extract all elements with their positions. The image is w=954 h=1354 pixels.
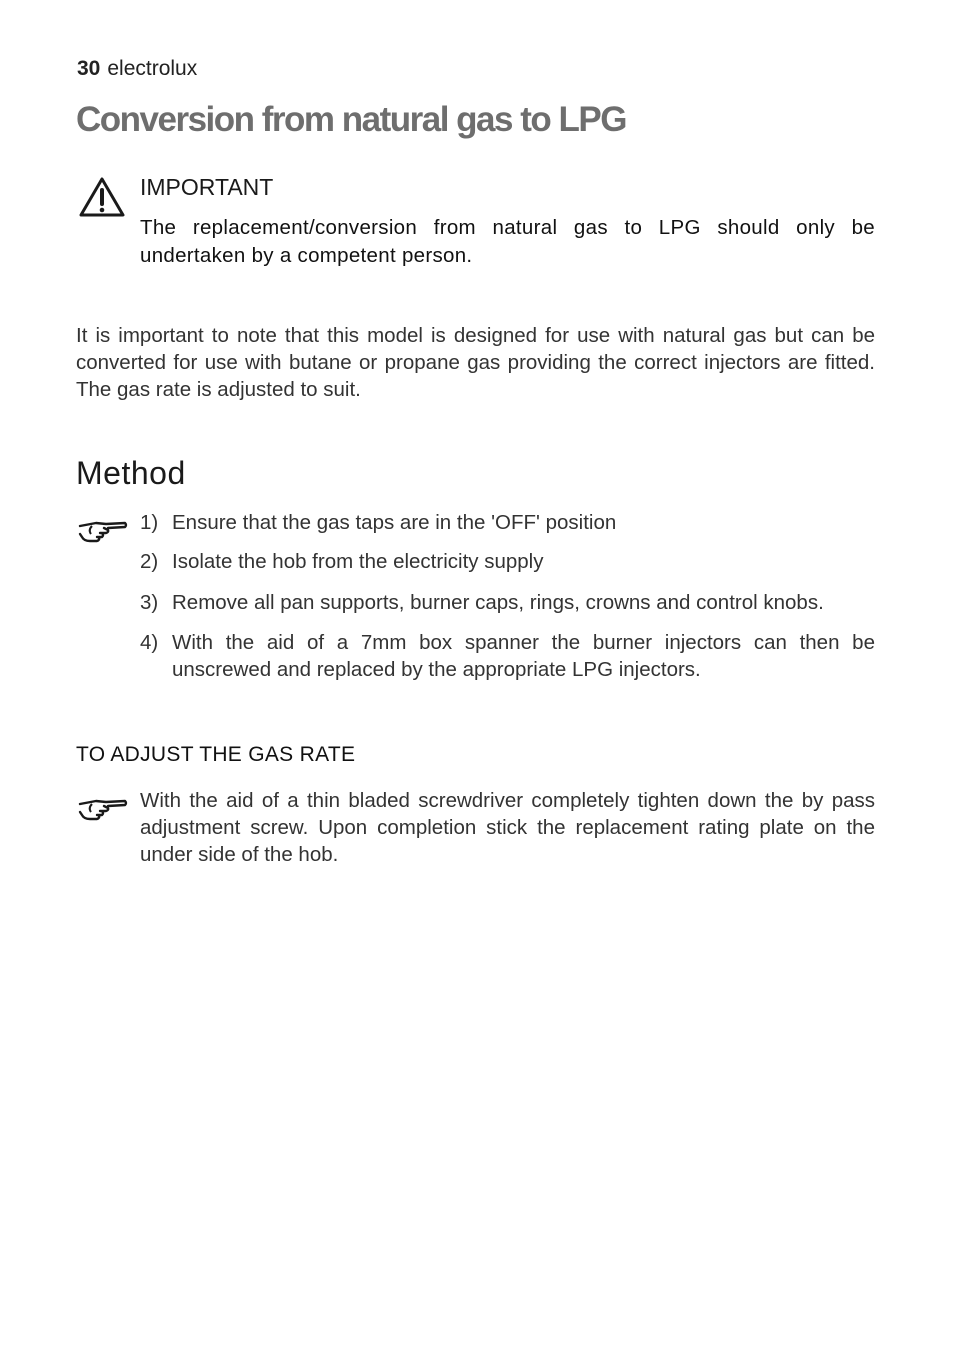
method-step [140, 629, 875, 683]
important-text: The replacement/conversion from natural gas to LPG should only be undertaken by a competent person. [140, 216, 875, 267]
warning-triangle-icon [78, 176, 126, 218]
method-steps [140, 509, 875, 683]
step-number: 3) [140, 591, 159, 614]
step-text: With the aid of a 7mm box spanner the burner injectors can then be unscrewed and replaced by the appropriate LPG injectors. [172, 631, 875, 681]
step-number: 4) [140, 631, 159, 654]
step-text: Isolate the hob from the electricity supply [172, 550, 544, 573]
adjust-gas-rate-heading: TO ADJUST THE GAS RATE [76, 743, 356, 766]
adjust-gas-rate-text: With the aid of a thin bladed screwdriver completely tighten down the by pass adjustment screw. Upon completion stick the replacement rating plate on the under side of the hob. [140, 789, 875, 866]
method-step [140, 509, 875, 536]
page-title: Conversion from natural gas to LPG [76, 100, 626, 139]
intro-paragraph: It is important to note that this model is designed for use with natural gas but can be converted for use with butane or propane gas providing the correct injectors are fitted. The gas rate is adjusted to suit. [76, 324, 875, 401]
pointing-hand-icon [78, 794, 128, 824]
method-step [140, 548, 875, 575]
method-step [140, 589, 875, 616]
brand-name: electrolux [107, 57, 198, 80]
page-number: 30 [77, 57, 101, 80]
step-text: Ensure that the gas taps are in the 'OFF' position [172, 511, 617, 534]
step-number: 1) [140, 511, 159, 534]
important-label: IMPORTANT [140, 174, 274, 200]
step-text: Remove all pan supports, burner caps, rings, crowns and control knobs. [172, 591, 824, 614]
page-header [77, 57, 197, 81]
method-heading: Method [76, 455, 186, 491]
pointing-hand-icon [78, 516, 128, 546]
step-number: 2) [140, 550, 159, 573]
